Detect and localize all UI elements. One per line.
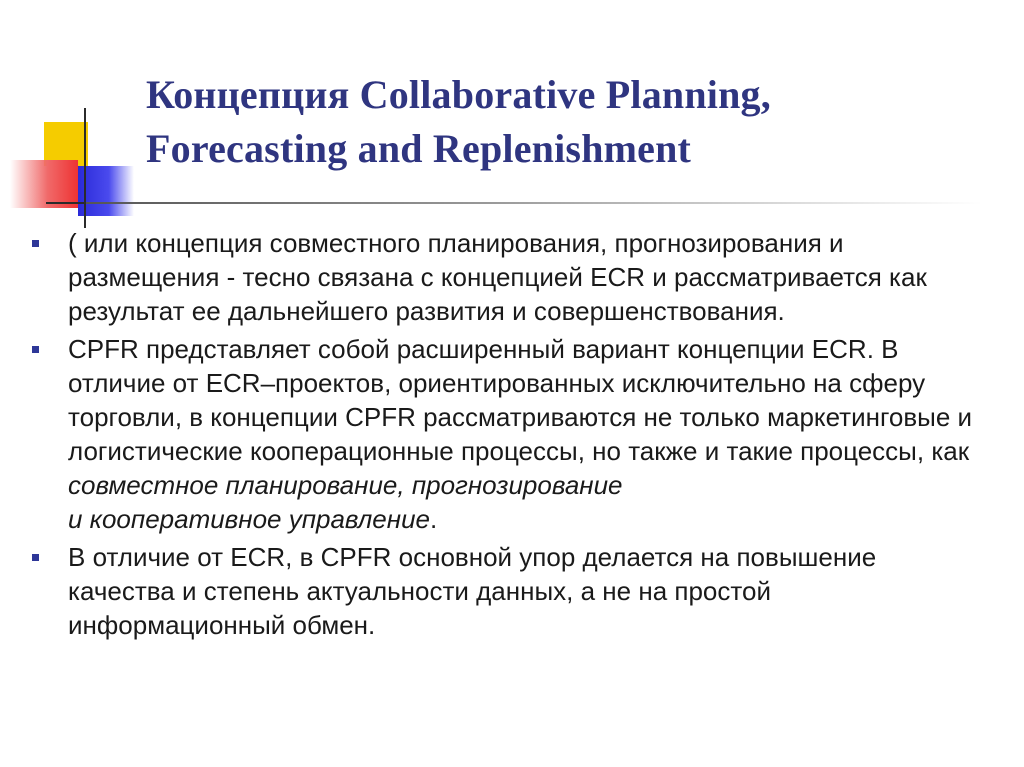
bullet-item-1: [30, 226, 980, 328]
bullet-square-icon: [32, 346, 39, 353]
bullet-text-3: В отличие от ECR, в CPFR основной упор делается на повышение качества и степень актуальности данных, а не на простой информационный обмен.: [68, 542, 877, 640]
bullet-text-2: CPFR представляет собой расширенный вариант концепции ECR. В отличие от ECR–проектов, ориентированных исключительно на сферу торговли, в концепции CPFR рассматриваются не только маркетинговые и логистические кооперационные процессы, но также и такие процессы, как: [68, 334, 973, 466]
bullet-item-3: [30, 540, 980, 642]
italic-term-forecasting: прогнозирование: [411, 470, 623, 500]
bullet-item-2: [30, 332, 980, 536]
red-square-decor: [10, 160, 78, 208]
blue-square-decor: [78, 166, 134, 216]
bullet-text-1: ( или концепция совместного планирования, прогнозирования и размещения - тесно связана с концепцией ECR и рассматривается как результат ее дальнейшего развития и совершенствования.: [68, 228, 927, 326]
slide-title: [146, 68, 1006, 176]
bullet-square-icon: [32, 240, 39, 247]
title-underline: [86, 202, 982, 204]
slide-body: [30, 226, 980, 646]
bullet-2-end: .: [430, 504, 438, 534]
italic-term-cooperative-management: и кооперативное управление: [68, 504, 430, 534]
italic-term-joint-planning: совместное планирование: [68, 470, 398, 500]
title-line-1: Концепция Collaborative Planning,: [146, 72, 771, 117]
bullet-square-icon: [32, 554, 39, 561]
title-line-2: Forecasting and Replenishment: [146, 126, 692, 171]
decorative-squares: [0, 0, 150, 240]
italic-separator: ,: [397, 470, 412, 500]
vertical-line-decor: [84, 108, 86, 228]
